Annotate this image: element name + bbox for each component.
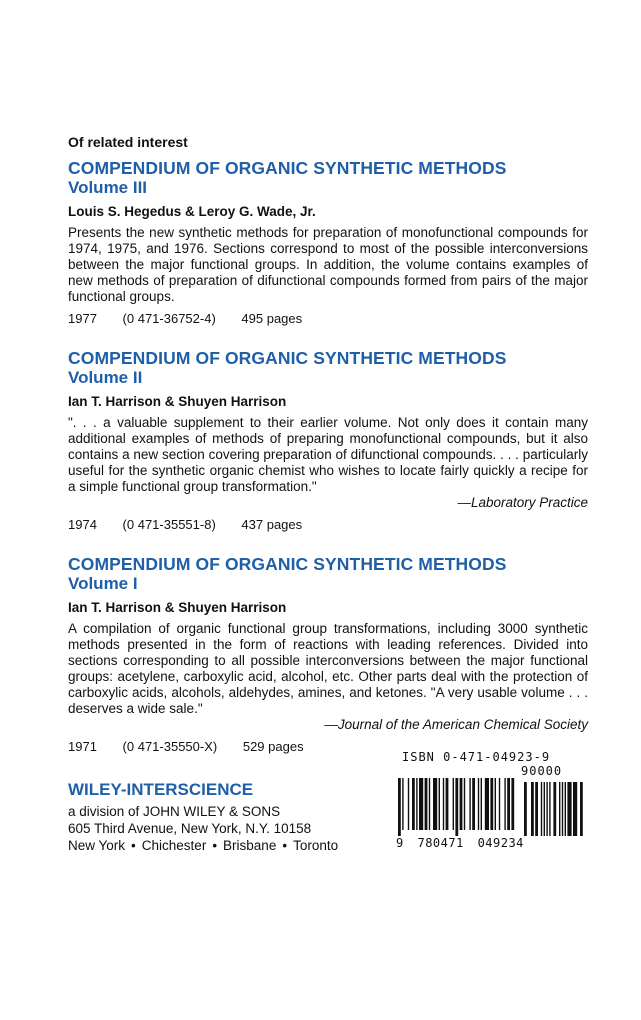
book-year: 1977 <box>68 311 97 326</box>
publisher-block <box>68 780 398 854</box>
barcode-bar <box>416 778 417 830</box>
barcode-bar <box>504 778 505 830</box>
barcode-bar <box>495 778 496 830</box>
book-volume: Volume I <box>68 574 138 593</box>
barcode-bar <box>455 778 458 836</box>
book-description: A compilation of organic functional group transformations, including 3000 synthetic methods presented in the form of reactions with leading references. Divided into sections corresponding to all possible interconversions between the major functional groups: acetylene, carboxylic acid, alcohol, etc. Other parts deal with the protection of carboxylic acids, alcohols, aldehydes, amines, and ketones. "A very usable volume . . . deserves a wide sale." <box>68 621 588 716</box>
book-year: 1974 <box>68 517 97 532</box>
book-attribution: —Journal of the American Chemical Society <box>324 717 588 732</box>
barcode-bar <box>469 778 470 830</box>
barcode-bar <box>460 778 463 830</box>
barcode-bar <box>425 778 428 830</box>
barcode-bar <box>472 778 475 830</box>
barcode-addon-bar <box>549 782 550 836</box>
bullet-separator: • <box>131 838 136 853</box>
barcode-addon-number: 90000 <box>521 764 563 778</box>
barcode-addon-bar <box>544 782 545 836</box>
barcode-bar <box>485 778 489 830</box>
book-pages: 437 pages <box>241 517 303 532</box>
barcode-bars-icon <box>396 778 586 838</box>
publisher-division: a division of JOHN WILEY & SONS <box>68 804 281 819</box>
city-chichester: Chichester <box>141 838 207 853</box>
barcode-addon-bar <box>580 782 583 836</box>
barcode-bar <box>490 778 493 830</box>
book-entry-volume-2 <box>68 348 588 532</box>
barcode-bar <box>429 778 430 830</box>
book-volume: Volume III <box>68 178 148 197</box>
book-authors: Ian T. Harrison & Shuyen Harrison <box>68 600 287 615</box>
barcode-addon-bar <box>567 782 571 836</box>
barcode-bar <box>446 778 449 830</box>
ean-digits <box>396 836 524 850</box>
book-year: 1971 <box>68 739 97 754</box>
barcode-bar <box>402 778 403 830</box>
book-meta <box>68 311 588 326</box>
book-isbn: (0 471-36752-4) <box>122 311 216 326</box>
barcode-addon-bar <box>524 782 527 836</box>
barcode-bar <box>499 778 500 830</box>
isbn-barcode <box>396 750 586 854</box>
publisher-name: WILEY-INTERSCIENCE <box>68 780 254 799</box>
book-authors: Louis S. Hegedus & Leroy G. Wade, Jr. <box>68 204 316 219</box>
isbn-label: ISBN 0-471-04923-9 <box>402 750 551 764</box>
barcode-bar <box>464 778 465 830</box>
barcode-addon-bar <box>565 782 566 836</box>
barcode-bar <box>398 778 401 836</box>
book-entry-volume-3 <box>68 158 588 326</box>
book-description: ". . . a valuable supplement to their earlier volume. Not only does it contain many additional examples of methods of preparing monofunctional compounds, but it also contains a new section covering preparation of difunctional compounds. . . . particularly useful for the synthetic organic chemist who wishes to locate fairly quickly a recipe for a simple functional group transformation." <box>68 415 588 494</box>
barcode-bar <box>433 778 437 830</box>
barcode-bar <box>408 778 409 830</box>
book-title: COMPENDIUM OF ORGANIC SYNTHETIC METHODS <box>68 348 507 368</box>
book-isbn: (0 471-35550-X) <box>122 739 218 754</box>
book-description: Presents the new synthetic methods for preparation of monofunctional compounds for 1974, 1975, and 1976. Sections correspond to most of the possible interconversions between the major functional groups. In addition, the volume contains examples of new methods of preparation of difunctional compounds formed from pairs of the major functional groups. <box>68 225 588 304</box>
book-pages: 529 pages <box>242 739 304 754</box>
barcode-addon-bar <box>546 782 547 836</box>
barcode-addon-bar <box>573 782 577 836</box>
book-isbn: (0 471-35551-8) <box>122 517 216 532</box>
ean-right-digits: 049234 <box>477 836 524 850</box>
publisher-cities <box>68 837 398 854</box>
barcode-addon-bar <box>535 782 538 836</box>
barcode-bar <box>507 778 510 830</box>
barcode-bar <box>419 778 423 830</box>
barcode-bar <box>453 778 454 830</box>
city-toronto: Toronto <box>293 838 339 853</box>
bullet-separator: • <box>282 838 288 853</box>
barcode-addon-bar <box>541 782 542 836</box>
book-title: COMPENDIUM OF ORGANIC SYNTHETIC METHODS <box>68 158 507 178</box>
barcode-addon-bar <box>553 782 556 836</box>
barcode-addon-bar <box>562 782 563 836</box>
book-meta <box>68 517 588 532</box>
barcode-bar <box>478 778 479 830</box>
city-new-york: New York <box>68 838 126 853</box>
book-title: COMPENDIUM OF ORGANIC SYNTHETIC METHODS <box>68 554 507 574</box>
book-entry-volume-1 <box>68 554 588 754</box>
barcode-bar <box>481 778 482 830</box>
barcode-bar <box>443 778 444 830</box>
catalog-page <box>68 134 588 768</box>
book-pages: 495 pages <box>241 311 303 326</box>
barcode-bar <box>439 778 440 830</box>
publisher-address: 605 Third Avenue, New York, N.Y. 10158 <box>68 821 312 836</box>
city-brisbane: Brisbane <box>223 838 277 853</box>
bullet-separator: • <box>212 838 218 853</box>
book-volume: Volume II <box>68 368 143 387</box>
barcode-addon-bar <box>531 782 534 836</box>
barcode-bar <box>412 778 415 830</box>
book-attribution: —Laboratory Practice <box>457 495 588 510</box>
ean-first-digit: 9 <box>396 836 404 850</box>
ean-left-digits: 780471 <box>417 836 464 850</box>
section-kicker: Of related interest <box>68 134 188 150</box>
barcode-bar <box>511 778 514 830</box>
barcode-addon-bar <box>559 782 560 836</box>
book-authors: Ian T. Harrison & Shuyen Harrison <box>68 394 287 409</box>
